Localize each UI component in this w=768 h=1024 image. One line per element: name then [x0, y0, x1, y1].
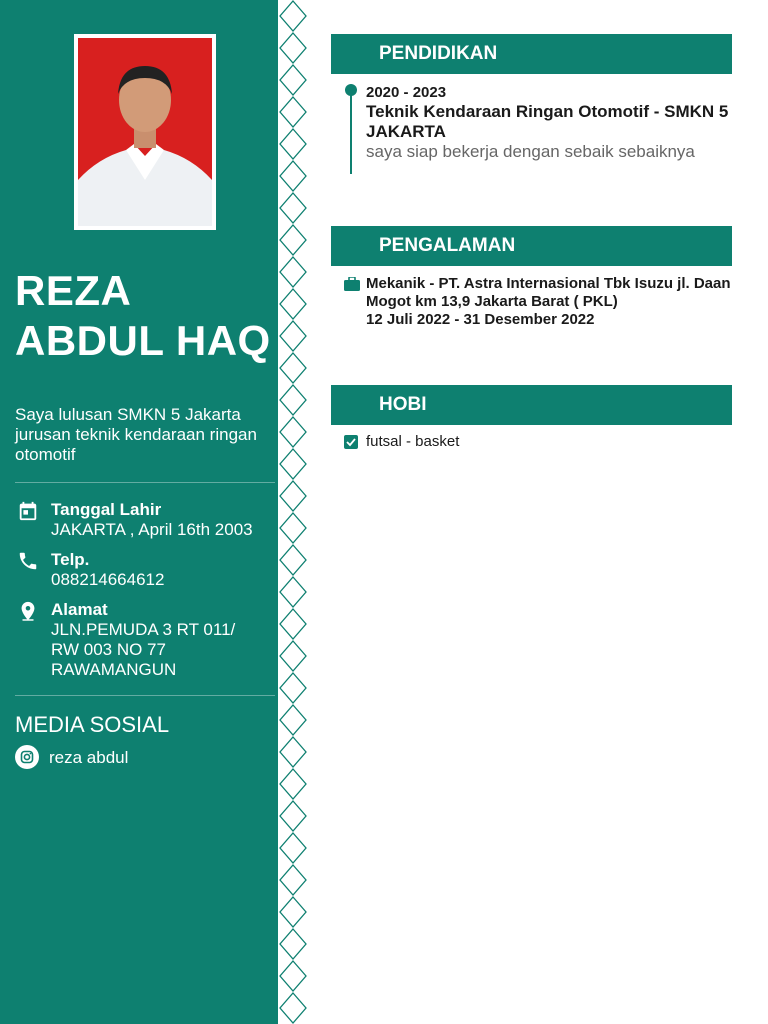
phone-value: 088214664612: [51, 570, 165, 589]
hobby-header: HOBI: [331, 385, 732, 425]
location-pin-icon: [17, 600, 39, 622]
experience-text: Mekanik - PT. Astra Internasional Tbk Isuzu jl. Daan Mogot km 13,9 Jakarta Barat ( PKL) 12 Juli 2022 - 31 Desember 2022: [366, 275, 731, 328]
address-value: JLN.PEMUDA 3 RT 011/ RW 003 NO 77 RAWAMANGUN: [51, 620, 236, 679]
phone-label: Telp.: [51, 550, 90, 569]
education-description: saya siap bekerja dengan sebaik sebaiknya: [366, 142, 695, 161]
timeline-line: [350, 90, 352, 174]
instagram-handle: reza abdul: [49, 748, 129, 767]
hobby-text: futsal - basket: [366, 433, 460, 450]
address-label: Alamat: [51, 600, 108, 619]
sidebar-divider-top: [15, 482, 275, 483]
name-first: REZA: [15, 267, 132, 314]
sidebar-divider-bottom: [15, 695, 275, 696]
education-header: PENDIDIKAN: [331, 34, 732, 74]
timeline-dot: [345, 84, 357, 96]
profile-photo: [78, 38, 212, 226]
profile-photo-frame: [74, 34, 216, 230]
briefcase-icon: [344, 277, 360, 291]
social-media-title: MEDIA SOSIAL: [15, 712, 170, 737]
birth-value: JAKARTA , April 16th 2003: [51, 520, 253, 539]
education-years: 2020 - 2023: [366, 84, 447, 101]
name-last: ABDUL HAQ: [15, 317, 271, 364]
experience-header: PENGALAMAN: [331, 226, 732, 266]
sidebar: [0, 0, 278, 1024]
instagram-icon: [15, 745, 39, 769]
birth-label: Tanggal Lahir: [51, 500, 162, 519]
diamond-border-pattern: [278, 0, 308, 1024]
full-name: [15, 266, 271, 366]
education-school: Teknik Kendaraan Ringan Otomotif - SMKN 5 JAKARTA: [366, 102, 729, 141]
phone-icon: [17, 550, 39, 572]
checkbox-icon: [344, 435, 358, 449]
about-text: Saya lulusan SMKN 5 Jakarta jurusan teknik kendaraan ringan otomotif: [15, 405, 257, 464]
calendar-icon: [17, 500, 39, 522]
